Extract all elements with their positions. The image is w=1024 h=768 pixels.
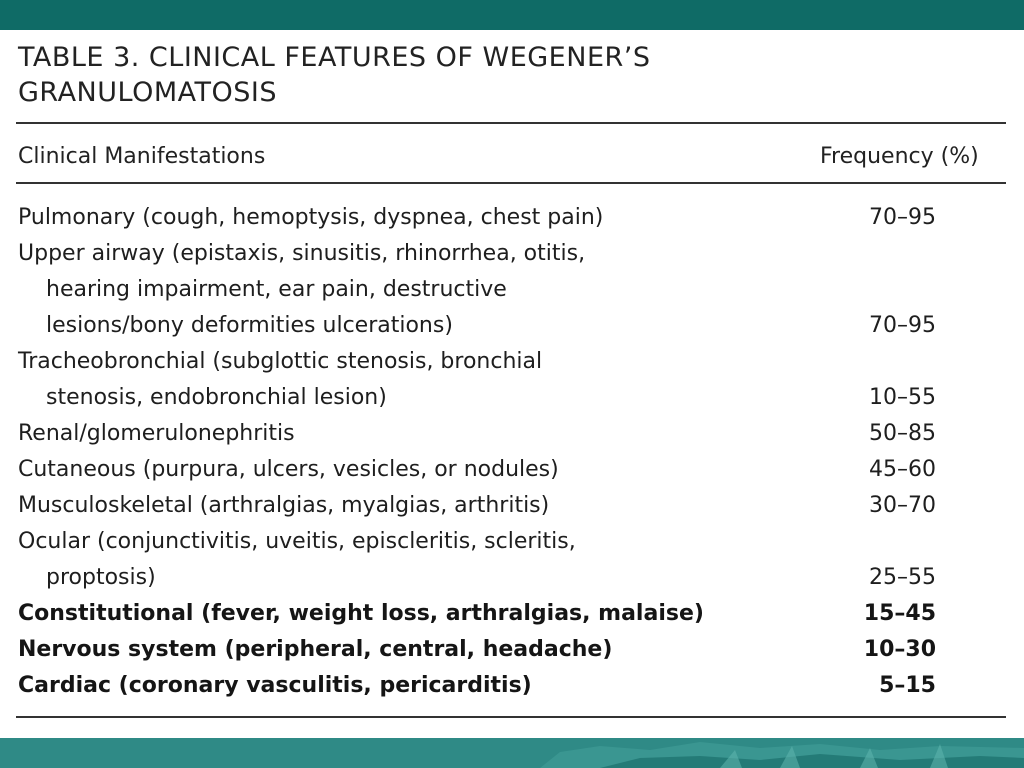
frequency-cell: 50–85: [869, 421, 936, 446]
column-header-manifestations: Clinical Manifestations: [18, 144, 266, 169]
bottom-rule: [16, 716, 1006, 718]
table-row: [18, 236, 1008, 344]
frequency-cell: 45–60: [869, 457, 936, 482]
manifestation-line: Musculoskeletal (arthralgias, myalgias, arthritis): [18, 493, 550, 518]
manifestation-line: hearing impairment, ear pain, destructive: [46, 277, 507, 302]
manifestation-cell: [18, 200, 798, 236]
manifestation-cell: [18, 524, 798, 596]
manifestation-cell: [18, 416, 798, 452]
manifestation-cell: [18, 488, 798, 524]
table-row: [18, 416, 1008, 452]
manifestation-line: Pulmonary (cough, hemoptysis, dyspnea, chest pain): [18, 205, 604, 230]
frequency-cell: 10–55: [869, 385, 936, 410]
frequency-cell: 70–95: [869, 205, 936, 230]
table-title: TABLE 3. CLINICAL FEATURES OF WEGENER’S GRANULOMATOSIS: [18, 42, 651, 108]
manifestation-line: Ocular (conjunctivitis, uveitis, episcleritis, scleritis,: [18, 529, 576, 554]
frequency-cell: 5–15: [879, 673, 936, 698]
manifestation-line: Cutaneous (purpura, ulcers, vesicles, or nodules): [18, 457, 559, 482]
manifestation-line: Nervous system (peripheral, central, headache): [18, 637, 613, 662]
manifestation-line: Renal/glomerulonephritis: [18, 421, 295, 446]
frequency-cell: 70–95: [869, 313, 936, 338]
table-row: [18, 632, 1008, 668]
table-row: [18, 524, 1008, 596]
frequency-cell: 30–70: [869, 493, 936, 518]
top-accent-band: [0, 0, 1024, 30]
table-row: [18, 668, 1008, 704]
frequency-cell: 25–55: [869, 565, 936, 590]
column-header-frequency: Frequency (%): [820, 144, 979, 169]
table-row: [18, 200, 1008, 236]
manifestation-line: Cardiac (coronary vasculitis, pericarditis): [18, 673, 532, 698]
frequency-cell: 15–45: [863, 601, 936, 626]
table-row: [18, 344, 1008, 416]
table-row: [18, 488, 1008, 524]
manifestation-cell: [18, 344, 798, 416]
manifestation-line: stenosis, endobronchial lesion): [46, 385, 387, 410]
manifestation-cell: [18, 236, 798, 344]
table-row: [18, 452, 1008, 488]
title-rule: [16, 122, 1006, 124]
manifestation-line: lesions/bony deformities ulcerations): [46, 313, 453, 338]
frequency-cell: 10–30: [863, 637, 936, 662]
table-body: [18, 200, 1008, 704]
manifestation-line: proptosis): [46, 565, 156, 590]
manifestation-cell: [18, 668, 798, 704]
manifestation-line: Tracheobronchial (subglottic stenosis, bronchial: [18, 349, 543, 374]
bottom-accent-band: [0, 738, 1024, 768]
header-rule: [16, 182, 1006, 184]
decorative-wave-pattern: [0, 738, 1024, 768]
manifestation-cell: [18, 632, 798, 668]
manifestation-line: Constitutional (fever, weight loss, arthralgias, malaise): [18, 601, 704, 626]
manifestation-cell: [18, 452, 798, 488]
manifestation-line: Upper airway (epistaxis, sinusitis, rhinorrhea, otitis,: [18, 241, 586, 266]
manifestation-cell: [18, 596, 798, 632]
table-row: [18, 596, 1008, 632]
